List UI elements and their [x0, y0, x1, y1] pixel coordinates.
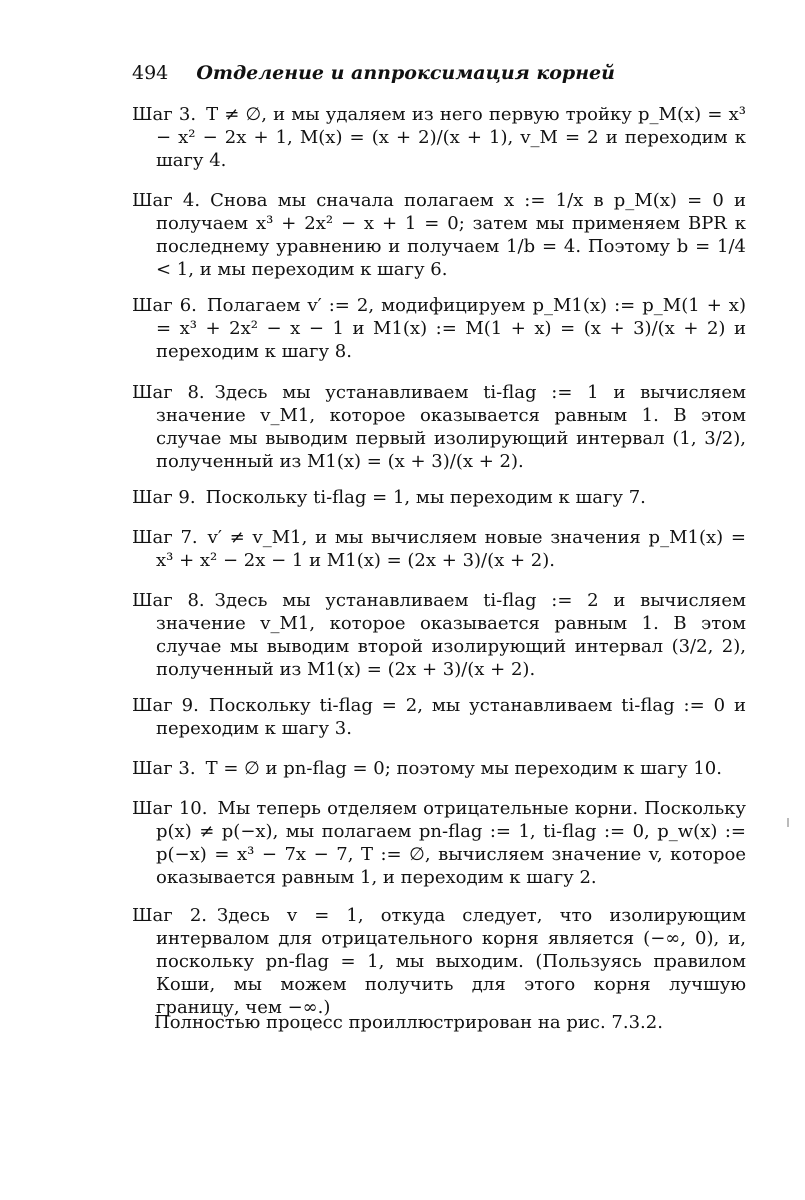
step-paragraph [132, 381, 746, 473]
step-paragraph [132, 103, 746, 172]
step-text: v′ ≠ v_M1, и мы вычисляем новые значения p_M1(x) = x³ + x² − 2x − 1 и M1(x) = (2x + 3)/(x + 2). [156, 527, 746, 571]
step-text: Здесь мы устанавливаем ti-flag := 2 и вычисляем значение v_M1, которое оказывается равным 1. В этом случае мы выводим второй изолирующий интервал (3/2, 2), полученный из M1(x) = (2x + 3)/(x + 2). [156, 590, 746, 680]
closing-paragraph: Полностью процесс проиллюстрирован на рис. 7.3.2. [154, 1012, 663, 1033]
step-label: Шаг 8. [132, 590, 205, 611]
step-label: Шаг 10. [132, 798, 208, 819]
scan-artifact [787, 818, 789, 827]
step-text: Здесь мы устанавливаем ti-flag := 1 и вычисляем значение v_M1, которое оказывается равным 1. В этом случае мы выводим первый изолирующий интервал (1, 3/2), полученный из M1(x) = (x + 3)/(x + 2). [156, 382, 746, 472]
page-number: 494 [132, 62, 169, 84]
step-paragraph [132, 589, 746, 681]
step-label: Шаг 4. [132, 190, 201, 211]
step-label: Шаг 3. [132, 758, 196, 779]
step-paragraph [132, 797, 746, 889]
step-paragraph [132, 694, 746, 740]
running-header [132, 58, 732, 88]
step-text: Поскольку ti-flag = 1, мы переходим к шагу 7. [205, 487, 646, 508]
step-paragraph [132, 757, 746, 780]
step-label: Шаг 8. [132, 382, 205, 403]
step-text: Полагаем v′ := 2, модифицируем p_M1(x) := p_M(1 + x) = x³ + 2x² − x − 1 и M1(x) := M(1 + x) = (x + 3)/(x + 2) и переходим к шагу 8. [156, 295, 746, 362]
step-text: Здесь v = 1, откуда следует, что изолирующим интервалом для отрицательного корня является (−∞, 0), и, поскольку pn-flag = 1, мы выходим. (Пользуясь правилом Коши, мы можем получить для этого корня лучшую границу, чем −∞.) [156, 905, 746, 1018]
step-paragraph [132, 526, 746, 572]
step-paragraph [132, 294, 746, 363]
step-text: Поскольку ti-flag = 2, мы устанавливаем ti-flag := 0 и переходим к шагу 3. [156, 695, 746, 739]
step-label: Шаг 7. [132, 527, 198, 548]
step-label: Шаг 9. [132, 695, 199, 716]
step-text: T ≠ ∅, и мы удаляем из него первую тройку p_M(x) = x³ − x² − 2x + 1, M(x) = (x + 2)/(x + 1), v_M = 2 и переходим к шагу 4. [156, 104, 746, 171]
chapter-title: Отделение и аппроксимация корней [196, 62, 615, 84]
step-text: T = ∅ и pn-flag = 0; поэтому мы переходим к шагу 10. [205, 758, 722, 779]
step-label: Шаг 6. [132, 295, 197, 316]
step-text: Снова мы сначала полагаем x := 1/x в p_M(x) = 0 и получаем x³ + 2x² − x + 1 = 0; затем мы применяем BPR к последнему уравнению и получаем 1/b = 4. Поэтому b = 1/4 < 1, и мы переходим к шагу 6. [156, 190, 746, 280]
step-label: Шаг 2. [132, 905, 207, 926]
step-text: Мы теперь отделяем отрицательные корни. Поскольку p(x) ≠ p(−x), мы полагаем pn-flag := 1, ti-flag := 0, p_w(x) := p(−x) = x³ − 7x − 7, T := ∅, вычисляем значение v, которое оказывается равным 1, и переходим к шагу 2. [156, 798, 746, 888]
step-paragraph [132, 904, 746, 1019]
step-paragraph [132, 189, 746, 281]
step-paragraph [132, 486, 746, 509]
step-label: Шаг 3. [132, 104, 197, 125]
step-label: Шаг 9. [132, 487, 196, 508]
